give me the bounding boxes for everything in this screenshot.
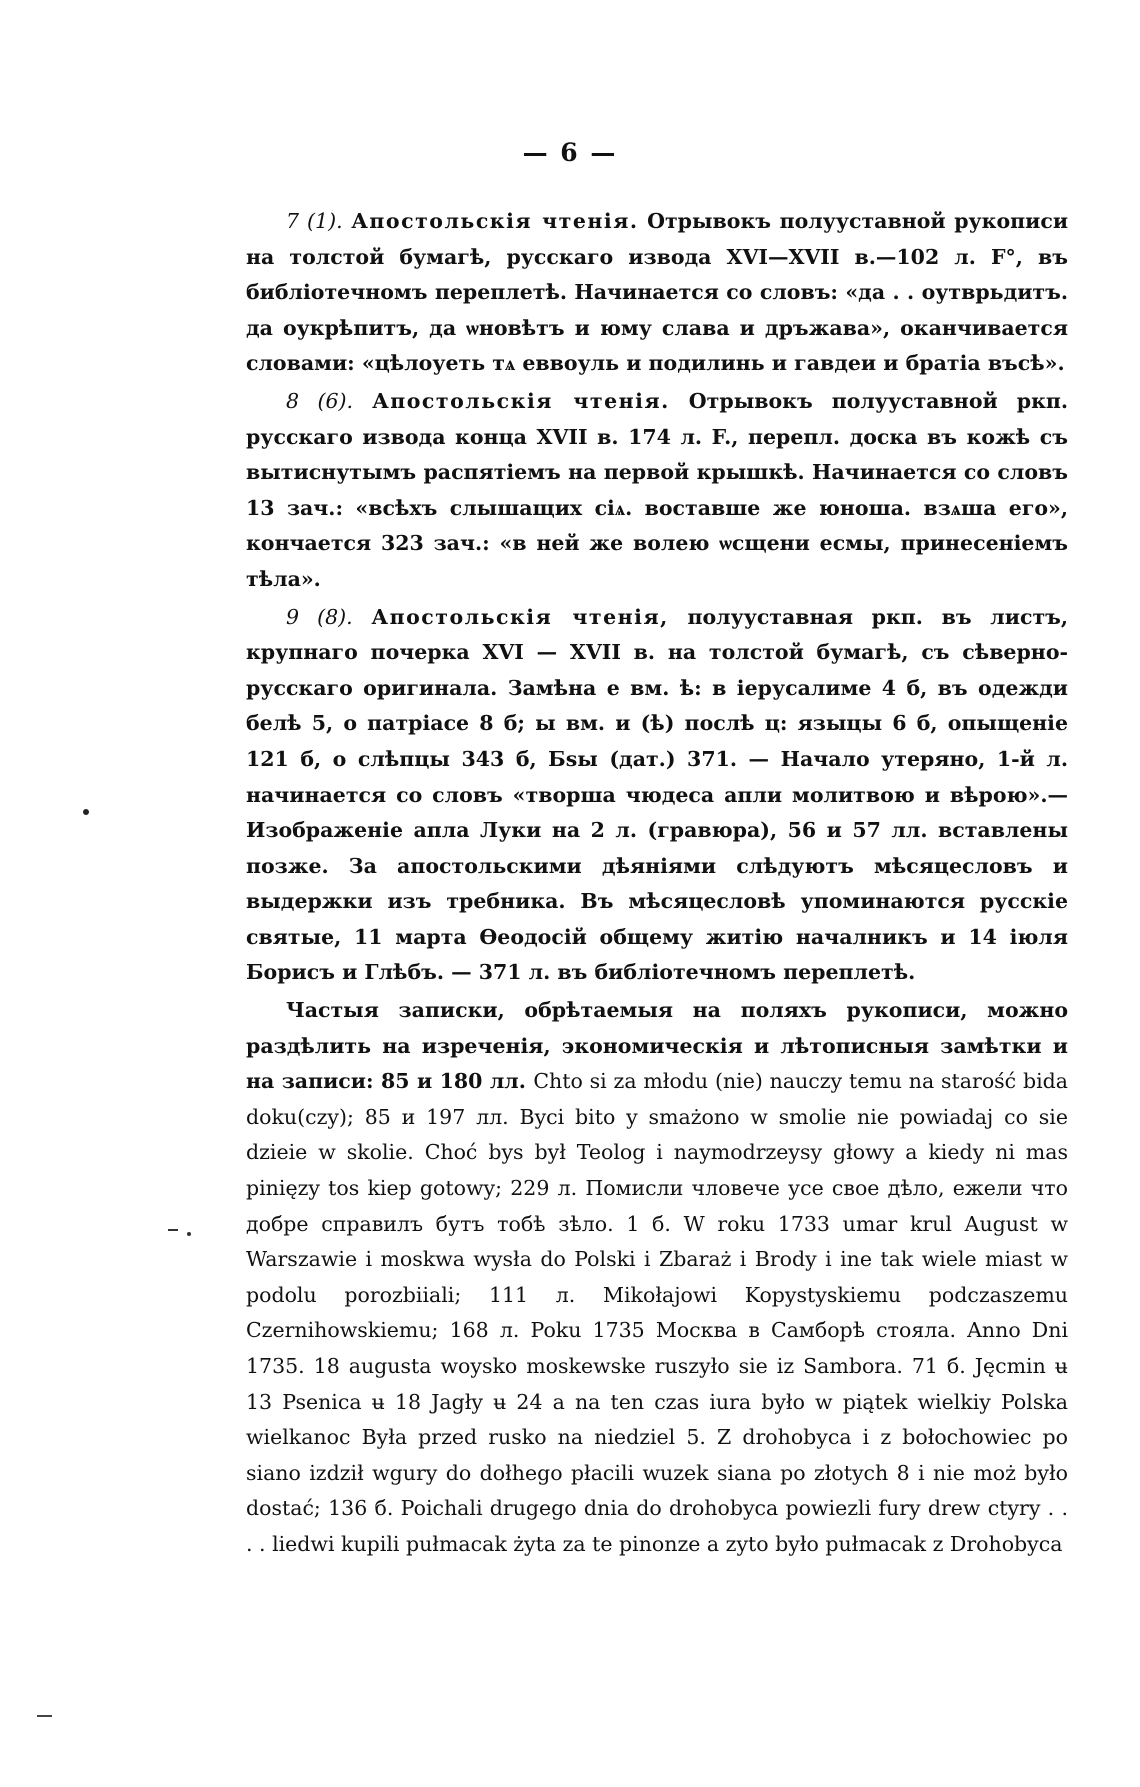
margin-dash (168, 1229, 178, 1231)
entry-9 (246, 600, 1068, 992)
entry-body: Отрывокъ полууставной ркп. русскаго извода конца XVII в. 174 л. F., перепл. доска въ кожѣ съ вытиснутымъ распятіемъ на первой крышкѣ. Начинается со словъ 13 зач.: «всѣхъ слышащих сіѧ. воставше же юноша. взѧша его», кончается 323 зач.: «в ней же волею ѡсщени есмы, принесеніемъ тѣла». (246, 388, 1069, 591)
entry-title: Апостольскія чтенія. (351, 209, 639, 233)
entry-7 (246, 204, 1068, 382)
entry-body: полууставная ркп. въ листъ, крупнаго почерка XVI — XVII в. на толстой бумагѣ, съ сѣверно-русскаго оригинала. Замѣна е вм. ѣ: в іерусалиме 4 б, въ одежди белѣ 5, о патріасе 8 б; ы вм. и (ѣ) послѣ ц: языцы 6 б, опыщеніе 121 б, о слѣпцы 343 б, Бѕы (дат.) 371. — Начало утеряно, 1-й л. начинается со словъ «творша чюдеса апли молитвою и вѣрою».— Изображеніе апла Луки на 2 л. (гравюра), 56 и 57 лл. вставлены позже. За апостольскими дѣяніями слѣдуютъ мѣсяцесловъ и выдержки изъ требника. Въ мѣсяцесловѣ упоминаются русскіе святые, 11 марта Ѳеодосій общему житію началникъ и 14 іюля Борисъ и Глѣбъ. — 371 л. въ библіотечномъ переплетѣ. (246, 604, 1069, 985)
notes-lead: Частыя записки, обрѣтаемыя на поляхъ рукописи, можно раздѣлить на изреченія, экономическія и лѣтописныя замѣтки и на записи: 85 и 180 лл. (246, 998, 1068, 1094)
main-text (246, 204, 1068, 1565)
entry-title: Апостольскія чтенія, (371, 604, 669, 629)
entry-number: 7 (1). (286, 209, 343, 233)
margin-dot (187, 1232, 191, 1236)
page-number: — 6 — (522, 138, 618, 167)
entry-8 (246, 384, 1068, 598)
marginal-notes (246, 993, 1068, 1563)
entry-body: Отрывокъ полууставной рукописи на толстой бумагѣ, русскаго извода XVI—XVII в.—102 л. F°, въ библіотечномъ переплетѣ. Начинается со словъ: «да . . оутврьдитъ. да оукрѣпитъ, да ѡновѣтъ и юму слава и дръжава», оканчивается словами: «цѣлоуеть тѧ еввоуль и подилинь и гавдеи и братіа въсѣ». (246, 209, 1069, 376)
entry-number: 9 (8). (286, 604, 353, 629)
entry-number: 8 (6). (286, 388, 354, 413)
notes-transcriptions: Chto si za młodu (nie) nauczy temu na starość bida doku(czy); 85 и 197 лл. Byci bito y smażono w smolie nie powiadaj co sie dzieie w skolie. Choć bys był Teolog i naymodrzeysy głowy a kiedy ni mas pinięzy tos kiep gotowy; 229 л. Помисли чловече усе свое дѣло, ежели что добре справилъ бутъ тобѣ зѣло. 1 б. W roku 1733 umar krul August w Warszawie i moskwa wysła do Polski i Zbaraż i Brody i ine tak wiele miast w podolu porozbiiali; 111 л. Mikołajowi Kopystyskiemu podczaszemu Czernihowskiemu; 168 л. Poku 1735 Москва в Самборѣ стояла. Anno Dni 1735. 18 augusta woysko moskewske ruszyło sie iz Sambora. 71 б. Jęcmin ʉ 13 Psenica ʉ 18 Jagły ʉ 24 a na ten czas iura było w piątek wielkiy Polska wielkanoc Była przed rusko na niedziel 5. Z drohobyca i z bołochowiec po siano izdził wgury do dołhego płacili wuzek siana po złotych 8 i nie moż było dostać; 136 б. Poichali drugego dnia do drohobyca powiezli fury drew ctyry . . . . liedwi kupili pułmacak żyta za te pinonze a zyto było pułmacak z Drohobyca (246, 1069, 1069, 1556)
margin-line (37, 1715, 52, 1717)
margin-dot (83, 809, 89, 815)
entry-title: Апостольскія чтенія. (372, 388, 670, 413)
